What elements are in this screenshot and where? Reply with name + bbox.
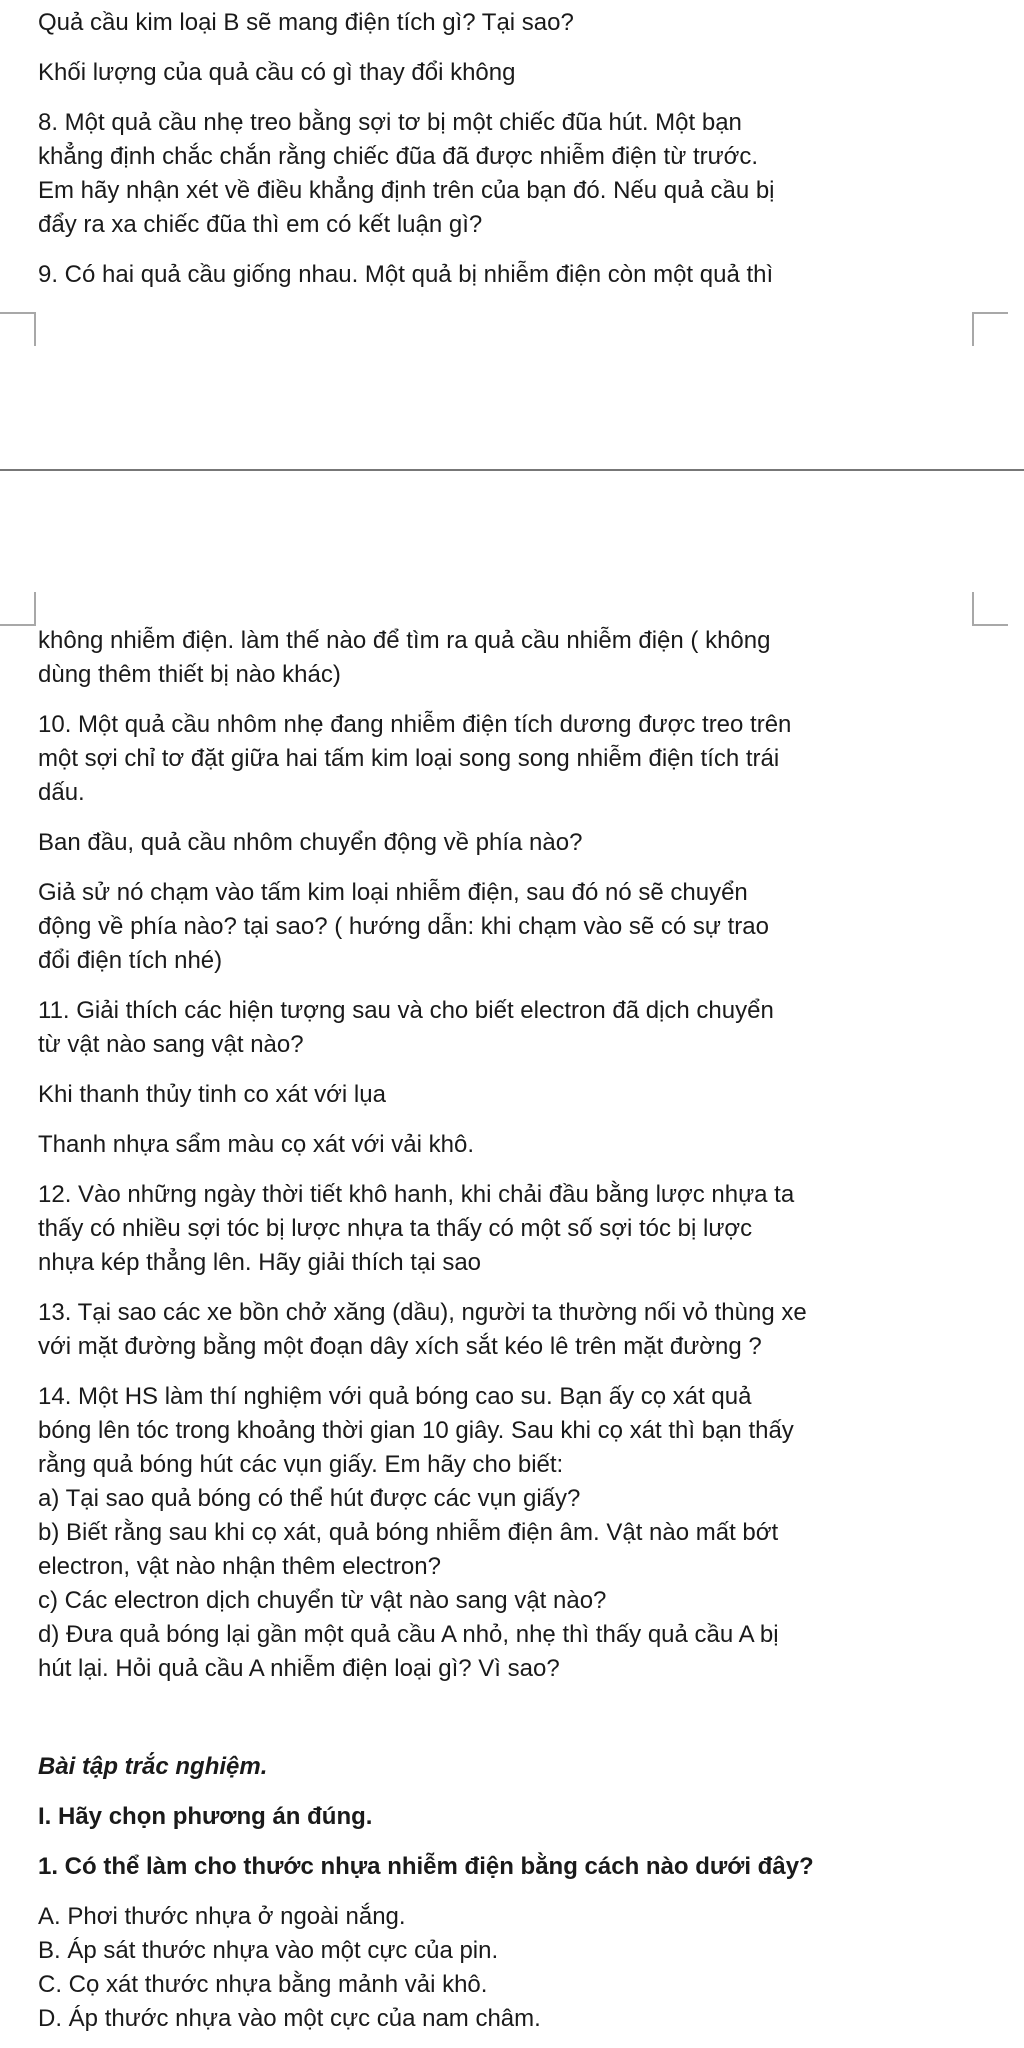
text-line: c) Các electron dịch chuyển từ vật nào sang vật nào? — [38, 1587, 607, 1614]
option-b: B. Áp sát thước nhựa vào một cực của pin. — [38, 1937, 499, 1964]
text-line: b) Biết rằng sau khi cọ xát, quả bóng nhiễm điện âm. Vật nào mất bớt — [38, 1519, 779, 1546]
text-line: 8. Một quả cầu nhẹ treo bằng sợi tơ bị một chiếc đũa hút. Một bạn — [38, 109, 742, 136]
text-line: một sợi chỉ tơ đặt giữa hai tấm kim loại song song nhiễm điện tích trái — [38, 745, 780, 772]
question-13 — [0, 1296, 1024, 1364]
question-8 — [0, 106, 1024, 242]
text-line: đẩy ra xa chiếc đũa thì em có kết luận gì? — [38, 211, 483, 238]
text-line: thấy có nhiều sợi tóc bị lược nhựa ta thấy có một số sợi tóc bị lược — [38, 1215, 753, 1242]
question-7-line-1: Quả cầu kim loại B sẽ mang điện tích gì? Tại sao? — [38, 9, 574, 36]
question-11a: Khi thanh thủy tinh co xát với lụa — [38, 1081, 386, 1108]
text-line: động về phía nào? tại sao? ( hướng dẫn: khi chạm vào sẽ có sự trao — [38, 913, 769, 940]
text-line: 12. Vào những ngày thời tiết khô hanh, khi chải đầu bằng lược nhựa ta — [38, 1181, 795, 1208]
text-line: đổi điện tích nhé) — [38, 947, 223, 974]
question-12 — [0, 1178, 1024, 1280]
text-line: bóng lên tóc trong khoảng thời gian 10 giây. Sau khi cọ xát thì bạn thấy — [38, 1417, 794, 1444]
text-line: Em hãy nhận xét về điều khẳng định trên của bạn đó. Nếu quả cầu bị — [38, 177, 775, 204]
top-page — [0, 6, 1024, 292]
page-corner-mark — [0, 592, 36, 626]
text-line: hút lại. Hỏi quả cầu A nhiễm điện loại gì? Vì sao? — [38, 1655, 560, 1682]
text-line: 13. Tại sao các xe bồn chở xăng (dầu), người ta thường nối vỏ thùng xe — [38, 1299, 807, 1326]
text-line: a) Tại sao quả bóng có thể hút được các vụn giấy? — [38, 1485, 581, 1512]
question-10b — [0, 876, 1024, 978]
question-10a: Ban đầu, quả cầu nhôm chuyển động về phía nào? — [38, 829, 583, 856]
text-line: khẳng định chắc chắn rằng chiếc đũa đã được nhiễm điện từ trước. — [38, 143, 759, 170]
question-7-line-2: Khối lượng của quả cầu có gì thay đổi không — [38, 59, 516, 86]
page-separator — [0, 469, 1024, 471]
section-heading: I. Hãy chọn phương án đúng. — [38, 1803, 373, 1830]
text-line: Giả sử nó chạm vào tấm kim loại nhiễm điện, sau đó nó sẽ chuyển — [38, 879, 748, 906]
text-line: nhựa kép thẳng lên. Hãy giải thích tại sao — [38, 1249, 482, 1276]
text-line: từ vật nào sang vật nào? — [38, 1031, 304, 1058]
question-11b: Thanh nhựa sẩm màu cọ xát với vải khô. — [38, 1131, 475, 1158]
page-corner-mark — [972, 312, 1008, 346]
text-line: 10. Một quả cầu nhôm nhẹ đang nhiễm điện tích dương được treo trên — [38, 711, 792, 738]
question-9-start: 9. Có hai quả cầu giống nhau. Một quả bị nhiễm điện còn một quả thì — [38, 261, 774, 288]
text-line: 14. Một HS làm thí nghiệm với quả bóng cao su. Bạn ấy cọ xát quả — [38, 1383, 752, 1410]
text-line: rằng quả bóng hút các vụn giấy. Em hãy cho biết: — [38, 1451, 564, 1478]
text-line: 11. Giải thích các hiện tượng sau và cho biết electron đã dịch chuyển — [38, 997, 774, 1024]
question-10 — [0, 708, 1024, 810]
option-c: C. Cọ xát thước nhựa bằng mảnh vải khô. — [38, 1971, 488, 1998]
text-line: d) Đưa quả bóng lại gần một quả cầu A nhỏ, nhẹ thì thấy quả cầu A bị — [38, 1621, 779, 1648]
mcq-heading: Bài tập trắc nghiệm. — [38, 1753, 268, 1780]
mcq-1-options — [0, 1900, 1024, 2036]
page-corner-mark — [0, 312, 36, 346]
text-line: electron, vật nào nhận thêm electron? — [38, 1553, 441, 1580]
bottom-page — [0, 624, 1024, 2036]
question-11 — [0, 994, 1024, 1062]
question-14 — [0, 1380, 1024, 1686]
text-line: dấu. — [38, 779, 85, 806]
option-a: A. Phơi thước nhựa ở ngoài nắng. — [38, 1903, 406, 1930]
page-corner-mark — [972, 592, 1008, 626]
text-line: dùng thêm thiết bị nào khác) — [38, 661, 341, 688]
text-line: với mặt đường bằng một đoạn dây xích sắt kéo lê trên mặt đường ? — [38, 1333, 762, 1360]
text-line: không nhiễm điện. làm thế nào để tìm ra quả cầu nhiễm điện ( không — [38, 627, 771, 654]
mcq-1-question: 1. Có thể làm cho thước nhựa nhiễm điện bằng cách nào dưới đây? — [38, 1853, 814, 1880]
question-9-end — [0, 624, 1024, 692]
option-d: D. Áp thước nhựa vào một cực của nam châm. — [38, 2005, 541, 2032]
